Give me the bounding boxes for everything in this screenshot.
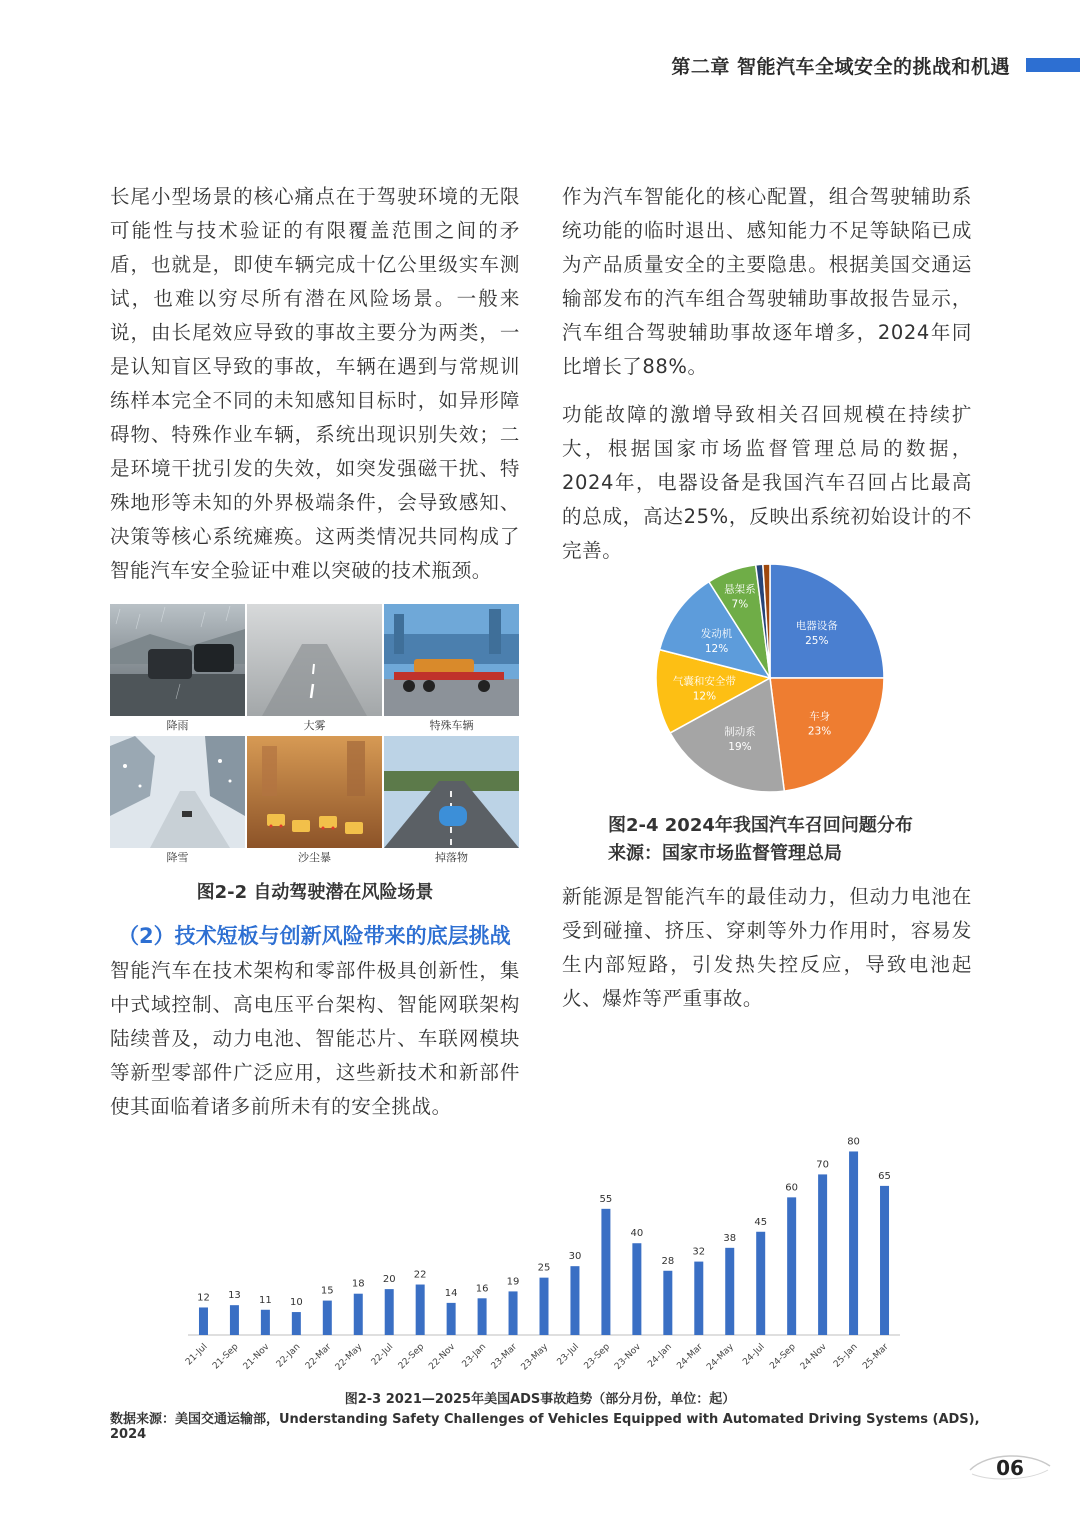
pie-slice-value-label: 19% bbox=[728, 740, 752, 753]
x-tick-label: 24-Nov bbox=[798, 1342, 829, 1372]
bar-value-label: 28 bbox=[661, 1255, 675, 1267]
x-tick-label: 21-Nov bbox=[241, 1342, 272, 1372]
photo-label-fog: 大雾 bbox=[303, 719, 326, 732]
x-tick-label: 24-Mar bbox=[675, 1342, 705, 1372]
bar bbox=[261, 1310, 270, 1335]
section-subheading: （2）技术短板与创新风险带来的底层挑战 bbox=[118, 924, 511, 948]
bar-value-label: 38 bbox=[723, 1232, 737, 1244]
bar bbox=[725, 1248, 734, 1335]
bar-value-label: 12 bbox=[197, 1292, 210, 1304]
bar-value-label: 10 bbox=[289, 1297, 303, 1309]
right-paragraph-1: 作为汽车智能化的核心配置，组合驾驶辅助系统功能的临时退出、感知能力不足等缺陷已成为产品质量安全的主要隐患。根据美国交通运输部发布的汽车组合驾驶辅助事故报告显示，汽车组合驾驶辅助事故逐年增多，2024年同比增长了88%。 bbox=[562, 185, 972, 378]
figure-2-3-caption: 图2-3 2021—2025年美国ADS事故趋势（部分月份，单位：起） bbox=[344, 1392, 736, 1407]
pie-slice-value-label: 12% bbox=[704, 643, 729, 656]
bar bbox=[601, 1209, 610, 1335]
rain-scene-icon bbox=[110, 604, 245, 716]
photo-label-sandstorm: 沙尘暴 bbox=[298, 851, 331, 864]
pie-slice-label: 制动系 bbox=[724, 725, 756, 738]
bar-value-label: 11 bbox=[259, 1294, 272, 1306]
x-tick-label: 23-Jul bbox=[555, 1342, 582, 1368]
bar-value-label: 45 bbox=[754, 1216, 768, 1228]
photo-label-special-vehicle: 特殊车辆 bbox=[429, 719, 474, 732]
bar bbox=[540, 1278, 549, 1335]
x-tick-label: 23-May bbox=[519, 1342, 551, 1373]
figure-2-4-caption-title: 图2-4 2024年我国汽车召回问题分布 bbox=[608, 815, 913, 836]
bar-value-label: 32 bbox=[692, 1246, 706, 1258]
left-paragraph-2: 智能汽车在技术架构和零部件极具创新性，集中式域控制、高电压平台架构、智能网联架构陆续普及，动力电池、智能芯片、车联网模块等新型零部件广泛应用，这些新技术和新部件使其面临着诸多前所未有的安全挑战。 bbox=[110, 959, 520, 1118]
bar bbox=[478, 1298, 487, 1335]
bar bbox=[818, 1174, 827, 1335]
bar bbox=[385, 1289, 394, 1335]
x-tick-label: 22-Nov bbox=[427, 1342, 458, 1372]
bar-value-label: 19 bbox=[506, 1276, 520, 1288]
bar-value-label: 60 bbox=[785, 1182, 799, 1194]
bar bbox=[447, 1303, 456, 1335]
x-tick-label: 23-Nov bbox=[613, 1342, 643, 1372]
bar bbox=[416, 1285, 425, 1335]
bar bbox=[323, 1301, 332, 1335]
bar bbox=[509, 1291, 518, 1335]
x-tick-label: 22-Jan bbox=[274, 1342, 303, 1370]
bar-value-label: 80 bbox=[847, 1136, 860, 1148]
figure-2-3-source: 数据来源：美国交通运输部，Understanding Safety Challenges of Vehicles Equipped with Automated Driving Systems (ADS), 2024 bbox=[110, 1412, 980, 1442]
photo-label-snow: 降雪 bbox=[166, 851, 189, 864]
x-tick-label: 24-Sep bbox=[768, 1342, 798, 1372]
bar bbox=[880, 1186, 889, 1335]
right-paragraph-3: 新能源是智能汽车的最佳动力，但动力电池在受到碰撞、挤压、穿刺等外力作用时，容易发生内部短路，引发热失控反应，导致电池起火、爆炸等严重事故。 bbox=[562, 885, 972, 1010]
pie-slice-label: 气囊和安全带 bbox=[672, 675, 736, 688]
bar-value-label: 55 bbox=[599, 1193, 613, 1205]
x-tick-label: 25-Mar bbox=[861, 1342, 891, 1372]
x-tick-label: 24-Jul bbox=[741, 1342, 767, 1368]
bar bbox=[787, 1197, 796, 1335]
sandstorm-scene-icon bbox=[247, 736, 382, 848]
bar bbox=[230, 1305, 239, 1335]
bar bbox=[632, 1243, 641, 1335]
fallen-object-scene-icon bbox=[384, 736, 519, 848]
bar-value-label: 20 bbox=[382, 1274, 396, 1286]
bar-value-label: 30 bbox=[568, 1251, 582, 1263]
chapter-title: 第二章 智能汽车全域安全的挑战和机遇 bbox=[671, 56, 1010, 78]
pie-slice-label: 电器设备 bbox=[795, 620, 838, 633]
x-tick-label: 22-Sep bbox=[396, 1342, 427, 1372]
figure-2-4-caption bbox=[608, 812, 988, 868]
bar-value-label: 16 bbox=[475, 1283, 489, 1295]
left-paragraph-1: 长尾小型场景的核心痛点在于驾驶环境的无限可能性与技术验证的有限覆盖范围之间的矛盾，也就是，即使车辆完成十亿公里级实车测试，也难以穷尽所有潜在风险场景。一般来说，由长尾效应导致的事故主要分为两类，一是认知盲区导致的事故，车辆在遇到与常规训练样本完全不同的未知感知目标时，如异形障碍物、特殊作业车辆，系统出现识别失效；二是环境干扰引发的失效，如突发强磁干扰、特殊地形等未知的外界极端条件，会导致感知、决策等核心系统瘫痪。这两类情况共同构成了智能汽车安全验证中难以突破的技术瓶颈。 bbox=[110, 185, 520, 582]
bar-value-label: 65 bbox=[878, 1170, 891, 1182]
bar-value-label: 14 bbox=[444, 1287, 458, 1299]
page-number: 06 bbox=[996, 1456, 1024, 1480]
x-tick-label: 21-Jul bbox=[184, 1342, 210, 1368]
x-tick-label: 22-Jul bbox=[369, 1342, 396, 1368]
pie-slice-value-label: 12% bbox=[692, 690, 717, 703]
x-tick-label: 21-Sep bbox=[211, 1342, 241, 1372]
figure-2-4-caption-source: 来源：国家市场监督管理总局 bbox=[608, 843, 842, 864]
x-tick-label: 25-Jan bbox=[832, 1342, 860, 1370]
pie-slice-label: 悬架系 bbox=[724, 583, 756, 596]
x-tick-label: 24-Jan bbox=[646, 1342, 674, 1370]
bar bbox=[292, 1312, 301, 1335]
x-tick-label: 22-May bbox=[333, 1342, 365, 1373]
x-tick-label: 23-Jan bbox=[460, 1342, 489, 1370]
fog-scene-icon bbox=[247, 604, 382, 716]
bar-value-label: 70 bbox=[816, 1159, 829, 1171]
pie-slice-label: 车身 bbox=[809, 710, 831, 723]
bar-value-label: 40 bbox=[630, 1228, 644, 1240]
header-accent-bar bbox=[1026, 58, 1080, 72]
recall-pie-chart bbox=[640, 560, 900, 800]
bar bbox=[663, 1271, 672, 1335]
bar-chart-svg bbox=[170, 1120, 910, 1390]
special-vehicle-scene-icon bbox=[384, 604, 519, 716]
bar bbox=[354, 1294, 363, 1335]
pie-slice-value-label: 7% bbox=[731, 598, 749, 611]
snow-scene-icon bbox=[110, 736, 245, 848]
pie-chart-svg bbox=[640, 560, 900, 800]
x-tick-label: 22-Mar bbox=[303, 1342, 334, 1372]
bar-value-label: 13 bbox=[228, 1290, 241, 1302]
x-tick-label: 23-Sep bbox=[582, 1342, 613, 1372]
bar-value-label: 22 bbox=[413, 1269, 427, 1281]
figure-2-2-caption: 图2-2 自动驾驶潜在风险场景 bbox=[196, 882, 434, 903]
ads-accident-bar-chart bbox=[170, 1120, 910, 1390]
bar-value-label: 15 bbox=[320, 1285, 334, 1297]
x-tick-label: 23-Mar bbox=[489, 1342, 520, 1372]
pie-slice-label: 发动机 bbox=[700, 628, 733, 641]
bar bbox=[694, 1262, 703, 1335]
pie-slice-value-label: 25% bbox=[805, 635, 829, 648]
photo-label-fallen-object: 掉落物 bbox=[435, 851, 468, 864]
bar-value-label: 25 bbox=[537, 1262, 551, 1274]
bar bbox=[570, 1266, 579, 1335]
x-tick-label: 24-May bbox=[705, 1342, 736, 1373]
bar-value-label: 18 bbox=[351, 1278, 365, 1290]
bar bbox=[199, 1307, 208, 1335]
bar bbox=[849, 1151, 858, 1335]
figure-2-2-photo-grid bbox=[110, 604, 520, 868]
photo-label-rain: 降雨 bbox=[166, 719, 189, 732]
bar bbox=[756, 1232, 765, 1335]
pie-slice-value-label: 23% bbox=[807, 725, 832, 738]
right-paragraph-2: 功能故障的激增导致相关召回规模在持续扩大，根据国家市场监督管理总局的数据，2024年，电器设备是我国汽车召回占比最高的总成，高达25%，反映出系统初始设计的不完善。 bbox=[562, 403, 972, 562]
